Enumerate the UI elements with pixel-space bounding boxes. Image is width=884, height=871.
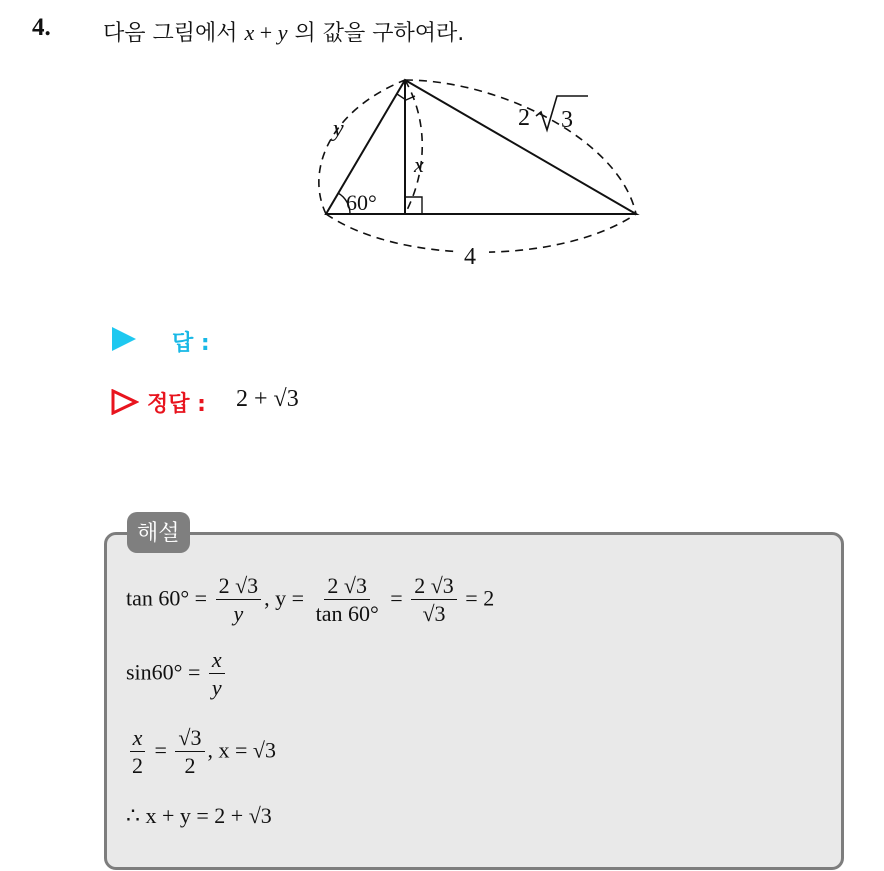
solution-line-2 (126, 648, 228, 700)
eq1-frac1-num: 2 √3 (216, 574, 262, 600)
question-number: 4. (32, 14, 51, 41)
plus-sign: + (254, 20, 278, 45)
eq3-frac2-num: √3 (175, 726, 204, 752)
label-y: y (333, 116, 344, 142)
eq3-frac1-num: x (130, 726, 146, 752)
arc-x (405, 80, 422, 214)
label-x: x (414, 152, 424, 177)
eq1-frac3-den: √3 (422, 601, 446, 627)
solution-tab: 해설 (127, 512, 190, 553)
eq1-b: , y = (264, 585, 305, 611)
eq1-frac1 (216, 574, 262, 626)
label-angle: 60° (346, 190, 377, 215)
eq3-frac2-den: 2 (184, 753, 196, 779)
label-side-right-rad: 3 (561, 107, 573, 133)
eq3-a: = (154, 737, 167, 763)
question-prefix: 다음 그림에서 (103, 21, 245, 46)
eq1-a: tan 60° = (126, 585, 208, 611)
eq1-frac3 (411, 574, 457, 626)
solution-line-1 (126, 574, 494, 626)
right-angle-bottom (405, 197, 422, 214)
eq1-frac1-den: y (233, 601, 244, 627)
question-text (103, 16, 464, 47)
label-side-right: 2 (518, 105, 530, 131)
question-suffix: 의 값을 구하여라. (287, 21, 465, 46)
eq3-frac1 (129, 726, 146, 778)
answer-label: 답 : (172, 331, 210, 356)
solution-line-4: ∴ x + y = 2 + √3 (126, 803, 272, 828)
eq1-frac2-num: 2 √3 (324, 574, 370, 600)
correct-answer-label: 정답 : (147, 392, 206, 417)
var-y: y (277, 20, 288, 45)
eq2-a: sin60° = (126, 659, 201, 685)
eq2-frac-num: x (209, 648, 225, 674)
label-side-bottom: 4 (464, 244, 476, 270)
var-x: x (244, 20, 255, 45)
eq2-frac (209, 648, 225, 700)
solution-line-3 (126, 726, 276, 778)
eq1-frac2 (313, 574, 382, 626)
eq1-d: = 2 (465, 585, 495, 611)
eq1-frac2-den: tan 60° (315, 601, 379, 627)
triangle-diagram (300, 60, 660, 280)
eq3-frac2 (175, 726, 204, 778)
answer-play-icon (112, 327, 136, 351)
eq2-frac-den: y (211, 675, 222, 701)
correct-answer-value: 2 + √3 (236, 386, 299, 412)
eq3-b: , x = √3 (207, 737, 276, 763)
eq1-frac3-num: 2 √3 (411, 574, 457, 600)
eq1-c: = (390, 585, 403, 611)
correct-play-icon (111, 389, 139, 415)
eq3-frac1-den: 2 (132, 753, 143, 779)
